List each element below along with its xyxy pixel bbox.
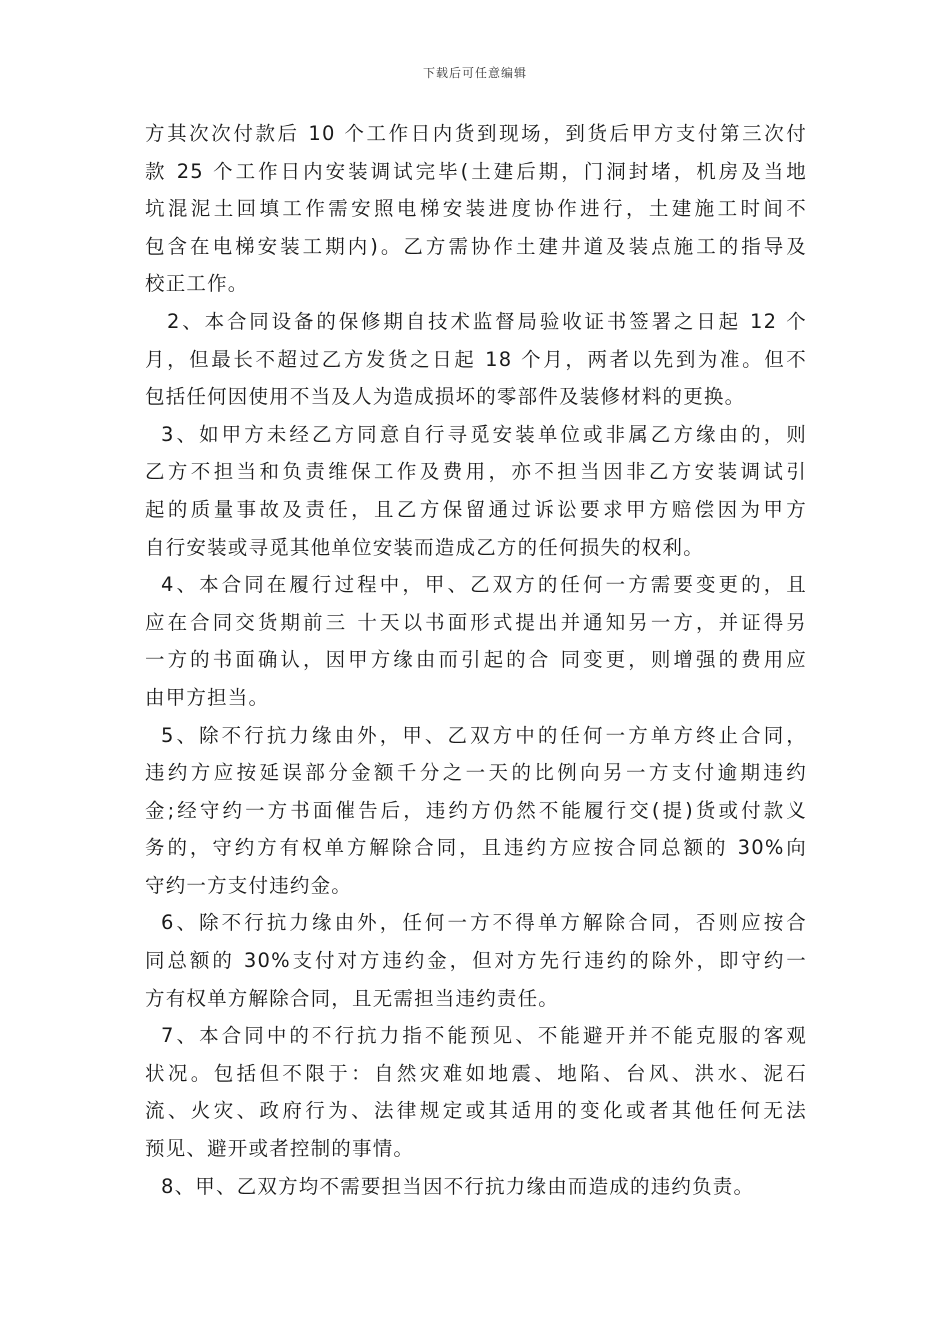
- text-line: 乙方不担当和负责维保工作及费用，亦不担当因非乙方安装调试引: [145, 460, 807, 484]
- text-line: 校正工作。: [145, 272, 249, 296]
- clause-7: [145, 1017, 807, 1167]
- text-line: 应在合同交货期前三 十天以书面形式提出并通知另一方，并证得另: [145, 610, 807, 634]
- text-line: 2、本合同设备的保修期自技术监督局验收证书签署之日起 12 个: [167, 309, 807, 333]
- text-line: 方有权单方解除合同，且无需担当违约责任。: [145, 986, 560, 1010]
- document-body: [145, 115, 807, 1205]
- text-line: 守约一方支付违约金。: [145, 873, 353, 897]
- page-header-note: 下载后可任意编辑: [422, 66, 527, 80]
- text-line: 状况。包括但不限于：自然灾难如地震、地陷、台风、洪水、泥石: [145, 1061, 807, 1085]
- text-line: 预见、避开或者控制的事情。: [145, 1137, 415, 1161]
- text-line: 7、本合同中的不行抗力指不能预见、不能避开并不能克服的客观: [161, 1024, 807, 1048]
- text-line: 月，但最长不超过乙方发货之日起 18 个月，两者以先到为准。但不: [145, 347, 807, 371]
- clause-3: [145, 416, 807, 566]
- text-line: 3、如甲方未经乙方同意自行寻觅安装单位或非属乙方缘由的，则: [161, 422, 807, 446]
- text-line: 款 25 个工作日内安装调试完毕(土建后期，门洞封堵，机房及当地: [145, 159, 807, 183]
- text-line: 4、本合同在履行过程中，甲、乙双方的任何一方需要变更的，且: [161, 573, 807, 597]
- text-line: 流、火灾、政府行为、法律规定或其适用的变化或者其他任何无法: [145, 1099, 807, 1123]
- text-line: 务的，守约方有权单方解除合同，且违约方应按合同总额的 30%向: [145, 836, 807, 860]
- clause-6: [145, 904, 807, 1017]
- text-line: 5、除不行抗力缘由外，甲、乙双方中的任何一方单方终止合同，: [161, 723, 807, 747]
- clause-5: [145, 717, 807, 905]
- clause-4: [145, 566, 807, 716]
- clause-8: [145, 1168, 807, 1206]
- clause-2: [145, 303, 807, 416]
- text-line: 坑混泥土回填工作需安照电梯安装进度协作进行，土建施工时间不: [145, 197, 807, 221]
- paragraph-1-continuation: [145, 115, 807, 303]
- text-line: 自行安装或寻觅其他单位安装而造成乙方的任何损失的权利。: [145, 535, 704, 559]
- text-line: 方其次次付款后 10 个工作日内货到现场，到货后甲方支付第三次付: [145, 122, 807, 145]
- text-line: 同总额的 30%支付对方违约金，但对方先行违约的除外，即守约一: [145, 949, 807, 973]
- text-line: 一方的书面确认，因甲方缘由而引起的合 同变更，则增强的费用应: [145, 648, 807, 672]
- text-line: 8、甲、乙双方均不需要担当因不行抗力缘由而造成的违约负责。: [161, 1174, 755, 1198]
- text-line: 由甲方担当。: [145, 685, 270, 709]
- text-line: 违约方应按延误部分金额千分之一天的比例向另一方支付逾期违约: [145, 761, 807, 785]
- text-line: 金;经守约一方书面催告后，违约方仍然不能履行交(提)货或付款义: [145, 798, 807, 822]
- text-line: 包括任何因使用不当及人为造成损坏的零部件及装修材料的更换。: [145, 385, 746, 409]
- text-line: 起的质量事故及责任，且乙方保留通过诉讼要求甲方赔偿因为甲方: [145, 497, 807, 521]
- text-line: 包含在电梯安装工期内)。乙方需协作土建井道及装点施工的指导及: [145, 234, 807, 258]
- text-line: 6、除不行抗力缘由外，任何一方不得单方解除合同，否则应按合: [161, 911, 807, 935]
